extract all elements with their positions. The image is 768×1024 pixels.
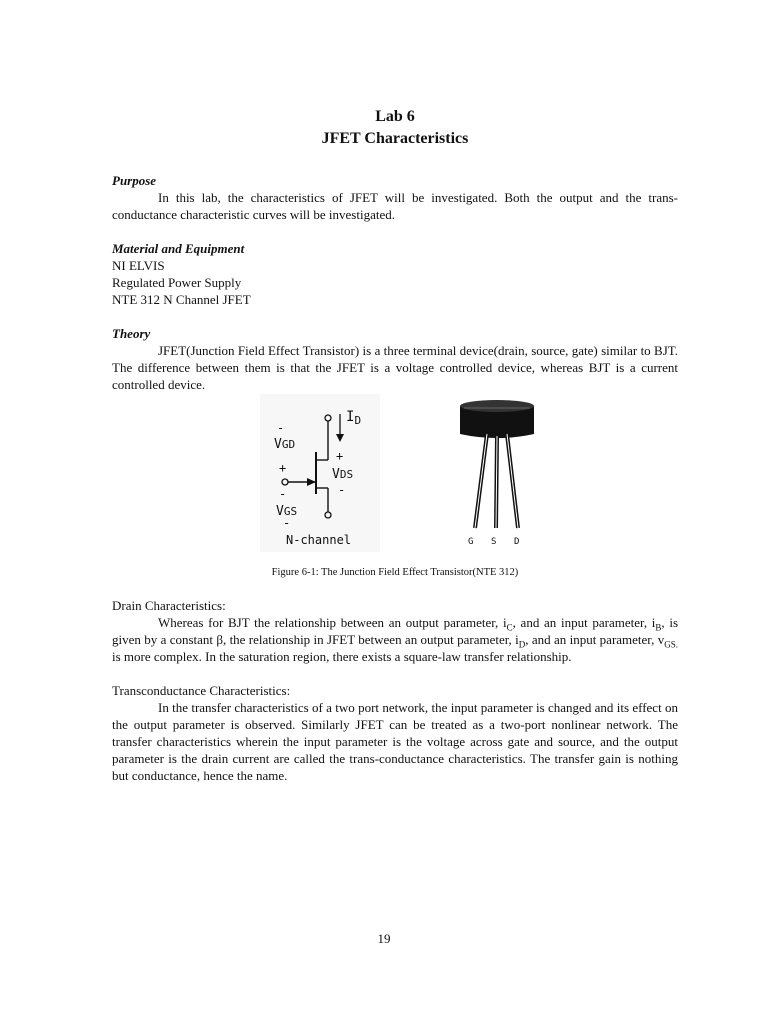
page-number: 19 (377, 931, 391, 946)
jfet-figure (112, 398, 678, 558)
purpose-heading: Purpose (112, 173, 157, 188)
document-page (112, 106, 678, 784)
figure-caption: Figure 6-1: The Junction Field Effect Transistor(NTE 312) (271, 567, 519, 578)
drain-heading: Drain Characteristics: (112, 598, 226, 613)
jfet-schematic (260, 394, 380, 552)
material-item: NTE 312 N Channel JFET (112, 292, 251, 307)
theory-heading: Theory (112, 326, 151, 341)
jfet-package (454, 394, 540, 552)
vgd-minus: - (277, 421, 285, 435)
pin-s-label: S (491, 537, 497, 547)
vds-minus: - (338, 483, 346, 497)
drain-text: Whereas for BJT the relationship between an output parameter, $i_C$, and an input parameter, $i_B$, is given by a constant β, the relationship in JFET between an output parameter, $i_D$, and an input parameter, $v_{GS.}$ is more complex. In the saturation region, there exists a square-law transfer relationship. (112, 615, 678, 664)
page-title: JFET Characteristics (321, 130, 469, 147)
vgs-minus: - (283, 516, 291, 530)
theory-text: JFET(Junction Field Effect Transistor) is a three terminal device(drain, source, gate) similar to BJT. The difference between them is that the JFET is a voltage controlled device, whereas BJT is a current controlled device. (112, 343, 678, 392)
vgd-label: VGD (274, 437, 296, 452)
lab-number: Lab 6 (375, 108, 415, 125)
pin-g-label: G (468, 537, 474, 547)
vgs-gnd-minus: - (279, 487, 287, 501)
materials-heading: Material and Equipment (112, 241, 245, 256)
vds-plus: + (336, 449, 344, 463)
material-item: NI ELVIS (112, 258, 165, 273)
transconductance-text: In the transfer characteristics of a two port network, the input parameter is changed and its effect on the output parameter is observed. Similarly JFET can be treated as a two-port nonlinear network. The transfer characteristics wherein the input parameter is the voltage across gate and source, and the output parameter is the drain current are called the trans-conductance characteristics. The transfer gain is nothing but conductance, hence the name. (112, 700, 678, 783)
id-label: $I_D$ (346, 409, 362, 427)
vgs-plus: + (279, 461, 287, 475)
vgs-label: VGS (276, 504, 298, 519)
transconductance-heading: Transconductance Characteristics: (112, 683, 291, 698)
material-item: Regulated Power Supply (112, 275, 242, 290)
pin-d-label: D (514, 537, 520, 547)
purpose-text: In this lab, the characteristics of JFET will be investigated. Both the output and the trans- conductance characteristic curves will be investigated. (112, 190, 678, 222)
vds-label: VDS (332, 467, 354, 482)
n-channel-label: N-channel (286, 533, 352, 547)
